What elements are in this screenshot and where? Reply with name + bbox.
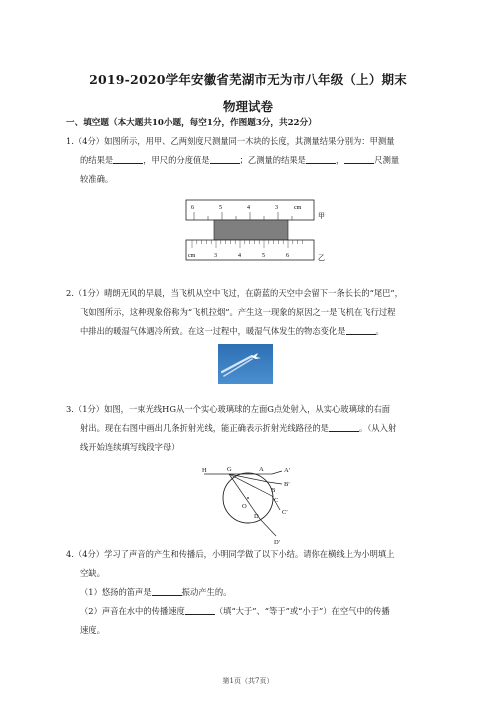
label-o: O [242, 503, 247, 510]
exam-subtitle: 物理试卷 [222, 99, 273, 114]
ruler-a-label: 甲 [318, 212, 325, 220]
answer-blank[interactable] [306, 154, 336, 164]
question-1: 1.（4分）如图所示，用甲、乙两刻度尺测量同一木块的长度，其测量结果分别为：甲测量 的结果是 ，甲尺的分度值是 ；乙测量的结果是 ， 尺测量 较准确。 [66, 132, 438, 189]
contrail-photo [218, 344, 273, 384]
exam-title: 2019-2020学年安徽省芜湖市无为市八年级（上）期末 [89, 72, 407, 87]
label-b-prime: B′ [284, 481, 290, 488]
label-d-prime: D′ [274, 539, 281, 546]
question-3: 3.（1分）如图，一束光线HG从一个实心玻璃球的左面G点处射入，从实心玻璃球的右面 射出。现在右图中画出几条折射光线，能正确表示折射光线路径的是 。（从入射 线开始连续填写线段字母） [66, 404, 397, 452]
label-d: D [254, 513, 259, 520]
answer-blank[interactable] [185, 605, 215, 615]
label-c-prime: C′ [282, 509, 288, 516]
ruler-b-tick: cm [188, 253, 196, 259]
ruler-a-tick: 6 [191, 205, 194, 211]
label-a-prime: A′ [284, 467, 291, 474]
ruler-a-tick: 4 [247, 205, 250, 211]
answer-blank[interactable] [344, 154, 374, 164]
glass-sphere-figure [198, 462, 308, 546]
ruler-a-tick: cm [294, 205, 302, 211]
answer-blank[interactable] [329, 422, 359, 432]
ruler-b-tick: 4 [238, 253, 241, 259]
label-g: G [227, 466, 232, 473]
answer-blank[interactable] [210, 154, 240, 164]
answer-blank[interactable] [152, 586, 182, 596]
ruler-figure [184, 196, 334, 266]
ruler-b-tick: 5 [262, 253, 265, 259]
label-c: C [274, 497, 279, 504]
label-b: B [271, 487, 276, 494]
question-2: 2.（1分）晴朗无风的早晨，当飞机从空中飞过，在蔚蓝的天空中会留下一条长长的“尾巴”， 飞如图所示，这种现象俗称为“飞机拉烟”。产生这一现象的原因之一是飞机在飞行过程 中排出的暖湿气体遇冷所致。在这一过程中，暖湿气体发生的物态变化是 。 [66, 288, 403, 336]
section-heading: 一、填空题（本大题共10小题，每空1分，作图题3分，共22分） [66, 118, 317, 128]
q1-line1: 1.（4分）如图所示，用甲、乙两刻度尺测量同一木块的长度，其测量结果分别为：甲测量 [66, 136, 395, 146]
q1-line3: 较准确。 [80, 174, 114, 184]
answer-blank[interactable] [113, 154, 143, 164]
label-h: H [202, 467, 207, 474]
wooden-block [214, 220, 288, 240]
ruler-b-label: 乙 [318, 254, 325, 262]
ruler-b-tick: 6 [286, 253, 289, 259]
ruler-b-tick: 3 [214, 253, 217, 259]
answer-blank[interactable] [346, 325, 376, 335]
page-footer: 第1页（共7页） [222, 677, 274, 685]
question-4: 4.（4分）学习了声音的产生和传播后，小明同学做了以下小结。请你在横线上为小明填上 空缺。 （1）悠扬的笛声是 振动产生的。 （2）声音在水中的传播速度 （填“大于”、“等于”或“小于”）在空气中的传播 速度。 [66, 549, 395, 635]
ruler-a-tick: 5 [219, 205, 222, 211]
label-a: A [259, 466, 264, 473]
ruler-b [186, 240, 314, 260]
ruler-a-tick: 3 [275, 205, 278, 211]
